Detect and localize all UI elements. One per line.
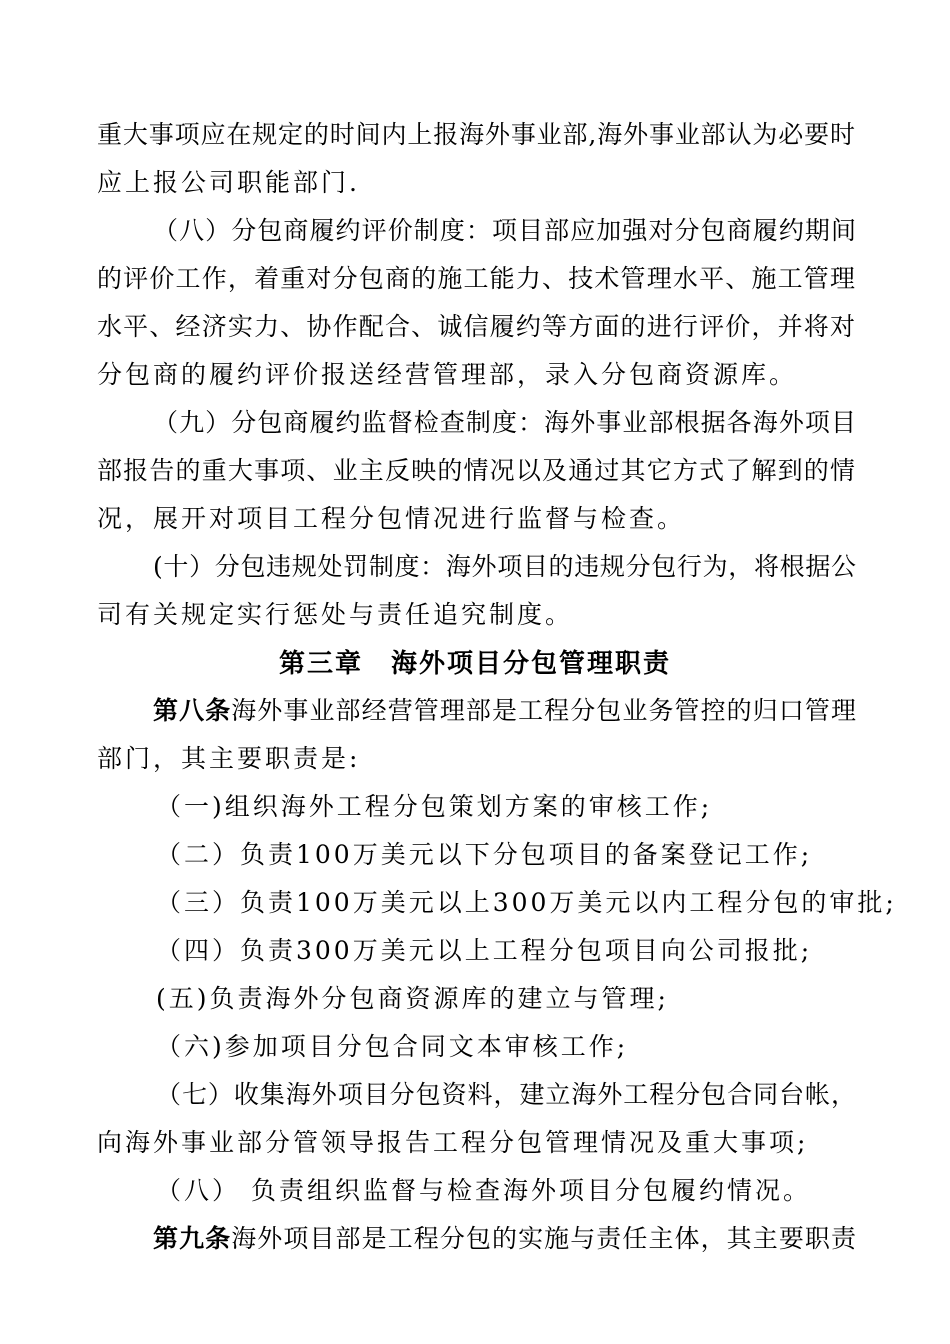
body-line: 况，展开对项目工程分包情况进行监督与检查。 bbox=[97, 504, 686, 533]
body-line: 水平、经济实力、协作配合、诚信履约等方面的进行评价，并将对 bbox=[97, 312, 855, 341]
body-line: 应上报公司职能部门. bbox=[97, 168, 360, 197]
body-line: （八）分包商履约评价制度：项目部应加强对分包商履约期间 bbox=[153, 216, 856, 245]
duty-item: (五)负责海外分包商资源库的建立与管理; bbox=[156, 984, 669, 1013]
article-9-text: 海外项目部是工程分包的实施与责任主体，其主要职责 bbox=[231, 1224, 856, 1253]
article-8-label: 第八条 bbox=[153, 696, 232, 725]
body-line: 重大事项应在规定的时间内上报海外事业部,海外事业部认为必要时 bbox=[97, 120, 855, 149]
duty-item: （二）负责100万美元以下分包项目的备案登记工作; bbox=[156, 840, 813, 869]
article-8-text: 海外事业部经营管理部是工程分包业务管控的归口管理 bbox=[231, 696, 856, 725]
body-line: （九）分包商履约监督检查制度：海外事业部根据各海外项目 bbox=[153, 408, 856, 437]
article-8-line bbox=[153, 694, 856, 728]
duty-item: （一)组织海外工程分包策划方案的审核工作; bbox=[156, 792, 713, 821]
chapter-heading: 第三章 海外项目分包管理职责 bbox=[278, 649, 671, 679]
body-line: (十）分包违规处罚制度：海外项目的违规分包行为，将根据公 bbox=[153, 552, 856, 581]
duty-item: （四）负责300万美元以上工程分包项目向公司报批; bbox=[156, 936, 813, 965]
duty-item: 向海外事业部分管领导报告工程分包管理情况及重大事项; bbox=[97, 1128, 809, 1157]
duty-item: （六)参加项目分包合同文本审核工作; bbox=[156, 1032, 629, 1061]
body-line: 的评价工作，着重对分包商的施工能力、技术管理水平、施工管理 bbox=[97, 264, 855, 293]
body-line: 部门，其主要职责是: bbox=[97, 744, 361, 773]
duty-item: （三）负责100万美元以上300万美元以内工程分包的审批; bbox=[156, 888, 897, 917]
article-9-label: 第九条 bbox=[153, 1224, 232, 1253]
body-line: 部报告的重大事项、业主反映的情况以及通过其它方式了解到的情 bbox=[97, 456, 855, 485]
article-9-line bbox=[153, 1222, 856, 1256]
duty-item: （八） 负责组织监督与检查海外项目分包履约情况。 bbox=[156, 1176, 811, 1205]
duty-item: （七）收集海外项目分包资料，建立海外工程分包合同台帐， bbox=[156, 1080, 856, 1109]
body-line: 分包商的履约评价报送经营管理部，录入分包商资源库。 bbox=[97, 360, 798, 389]
body-line: 司有关规定实行惩处与责任追究制度。 bbox=[97, 600, 574, 629]
